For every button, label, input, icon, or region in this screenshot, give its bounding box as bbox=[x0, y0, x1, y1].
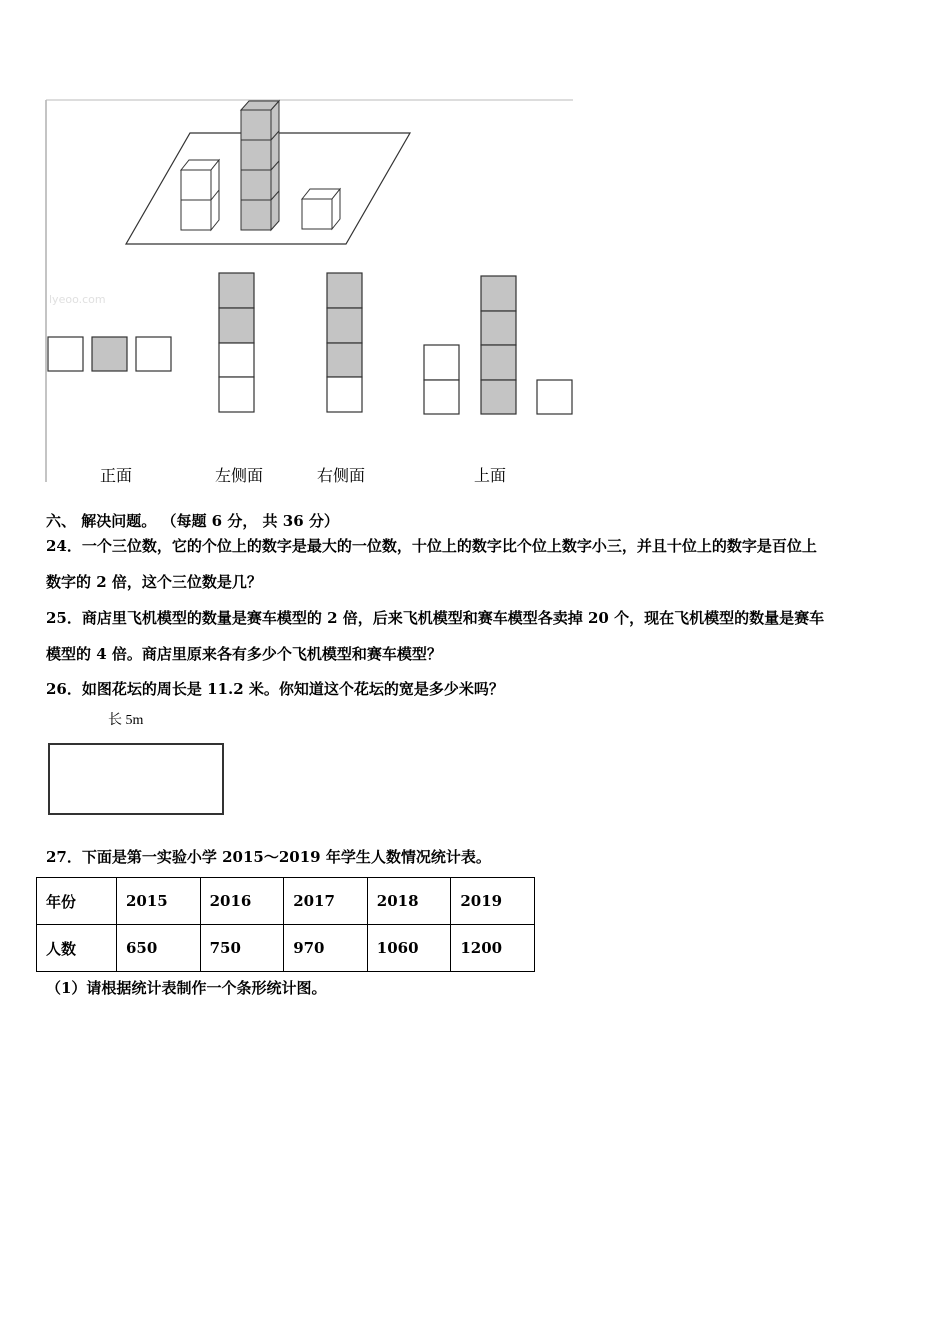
label-left-view: 左侧面 bbox=[215, 466, 264, 485]
table-cell: 1060 bbox=[367, 925, 451, 972]
table-cell: 2018 bbox=[367, 878, 451, 925]
student-count-table bbox=[36, 877, 535, 972]
flowerbed-length-label: 长 5m bbox=[108, 713, 144, 728]
top-view bbox=[424, 276, 572, 414]
front-view bbox=[48, 337, 171, 371]
table-row-count bbox=[37, 925, 535, 972]
q24-line2: 数字的 2 倍，这个三位数是几？ bbox=[46, 573, 262, 591]
table-cell: 970 bbox=[284, 925, 368, 972]
table-header-year: 年份 bbox=[37, 878, 117, 925]
cube-stack-left bbox=[181, 160, 219, 230]
table-cell: 1200 bbox=[451, 925, 535, 972]
section-title: 六、 解决问题。 （每题 6 分， 共 36 分） bbox=[46, 512, 339, 530]
cube-stack-middle bbox=[241, 101, 279, 230]
table-cell: 2015 bbox=[117, 878, 201, 925]
table-cell: 2019 bbox=[451, 878, 535, 925]
cube-views-drawing bbox=[0, 0, 950, 500]
right-side-view bbox=[327, 273, 362, 412]
q27-text: 27．下面是第一实验小学 2015～2019 年学生人数情况统计表。 bbox=[46, 848, 491, 866]
left-side-view bbox=[219, 273, 254, 412]
label-front-view: 正面 bbox=[100, 466, 133, 485]
table-cell: 650 bbox=[117, 925, 201, 972]
q26-text: 26．如图花坛的周长是 11.2 米。你知道这个花坛的宽是多少米吗？ bbox=[46, 680, 504, 698]
label-right-view: 右侧面 bbox=[317, 466, 366, 485]
table-cell: 2017 bbox=[284, 878, 368, 925]
cube-views-figure bbox=[0, 0, 950, 500]
watermark-text: lyeoo.com bbox=[49, 293, 106, 306]
q25-line1: 25．商店里飞机模型的数量是赛车模型的 2 倍，后来飞机模型和赛车模型各卖掉 20 个，现在飞机模型的数量是赛车 bbox=[46, 609, 825, 627]
table-row-year bbox=[37, 878, 535, 925]
label-top-view: 上面 bbox=[474, 466, 507, 485]
table-cell: 2016 bbox=[200, 878, 284, 925]
q27-sub1: （1）请根据统计表制作一个条形统计图。 bbox=[46, 979, 327, 997]
q24-line1: 24．一个三位数，它的个位上的数字是最大的一位数，十位上的数字比个位上数字小三，并且十位上的数字是百位上 bbox=[46, 537, 817, 555]
table-header-count: 人数 bbox=[37, 925, 117, 972]
flowerbed-rectangle bbox=[48, 743, 224, 815]
q25-line2: 模型的 4 倍。商店里原来各有多少个飞机模型和赛车模型？ bbox=[46, 645, 442, 663]
cube-single-right bbox=[302, 189, 340, 229]
table-cell: 750 bbox=[200, 925, 284, 972]
